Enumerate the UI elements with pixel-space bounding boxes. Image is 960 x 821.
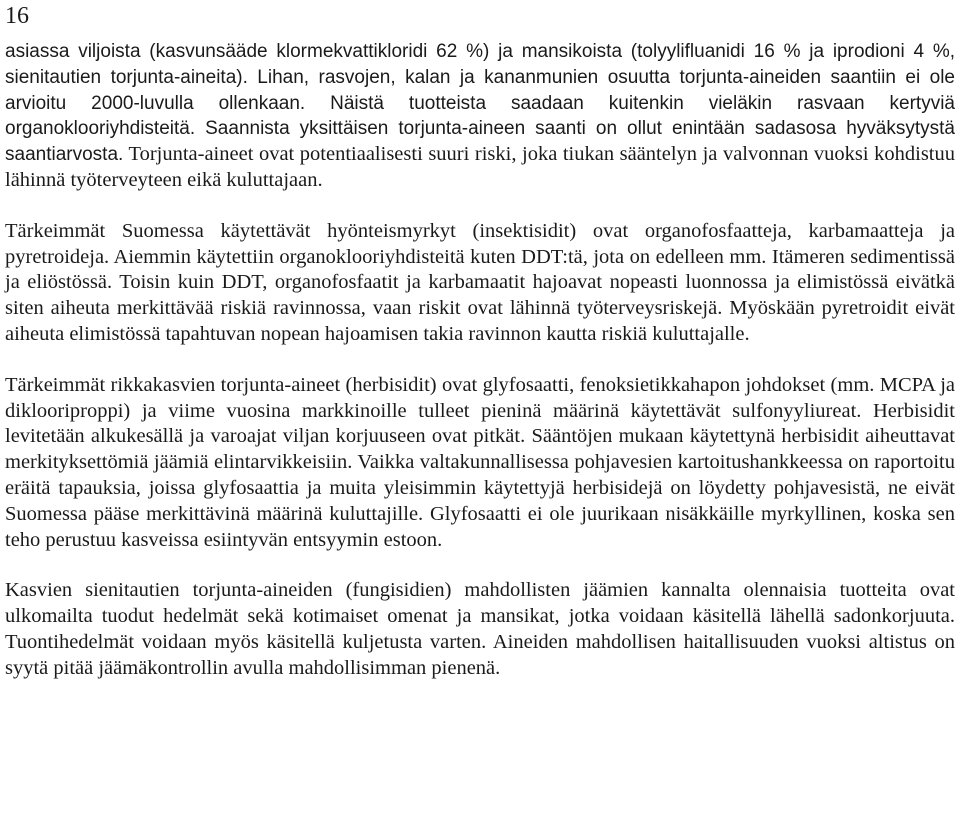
paragraph-gap <box>5 553 955 578</box>
paragraph-gap <box>5 348 955 373</box>
document-body <box>5 39 955 682</box>
paragraph-pesticide-intake <box>5 39 955 194</box>
paragraph-pesticide-intake-serif-run: Torjunta-aineet ovat potentiaalisesti suuri riski, joka tiukan sääntelyn ja valvonnan vuoksi kohdistuu lähinnä työterveyteen eikä kuluttajaan. <box>5 143 955 191</box>
paragraph-pesticide-intake-sans-run: asiassa viljoista (kasvunsääde klormekvattikloridi 62 %) ja mansikoista (tolyylifluanidi 16 % ja iprodioni 4 %, sienitautien torjunta-aineita). Lihan, rasvojen, kalan ja kananmunien osuutta torjunta-aineiden saantiin ei ole arvioitu 2000-luvulla ollenkaan. Näistä tuotteista saadaan kuitenkin vieläkin rasvaan kertyviä organoklooriyhdisteitä. Saannista yksittäisen torjunta-aineen saanti on ollut enintään sadasosa hyväksytystä saantiarvosta. <box>5 41 955 166</box>
paragraph-insecticides: Tärkeimmät Suomessa käytettävät hyönteismyrkyt (insektisidit) ovat organofosfaatteja, karbamaatteja ja pyretroideja. Aiemmin käytettiin organoklooriyhdisteitä kuten DDT:tä, jota on edelleen mm. Itämeren sedimentissä ja eliöstössä. Toisin kuin DDT, organofosfaatit ja karbamaatit hajoavat nopeasti luonnossa ja elimistössä eivätkä siten aiheuta merkittävää riskiä ravinnossa, vaan riskit ovat lähinnä työterveysriskejä. Myöskään pyretroidit eivät aiheuta elimistössä tapahtuvan nopean hajoamisen takia ravinnon kautta riskiä kuluttajalle. <box>5 219 955 345</box>
paragraph-fungicides: Kasvien sienitautien torjunta-aineiden (fungisidien) mahdollisten jäämien kannalta olennaisia tuotteita ovat ulkomailta tuodut hedelmät sekä kotimaiset omenat ja mansikat, jotka voidaan käsitellä lähellä sadonkorjuuta. Tuontihedelmät voidaan myös käsitellä kuljetusta varten. Aineiden mahdollisen haitallisuuden vuoksi altistus on syytä pitää jäämäkontrollin avulla mahdollisimman pienenä. <box>5 579 955 679</box>
paragraph-gap <box>5 194 955 219</box>
paragraph-herbicides: Tärkeimmät rikkakasvien torjunta-aineet (herbisidit) ovat glyfosaatti, fenoksietikkahapon johdokset (mm. MCPA ja diklooriproppi) ja viime vuosina markkinoille tulleet pieninä määrinä käytettävät sulfonyyliureat. Herbisidit levitetään alkukesällä ja varoajat viljan korjuuseen ovat pitkät. Sääntöjen mukaan käytettynä herbisidit aiheuttavat merkityksettömiä jäämiä elintarvikkeisiin. Vaikka valtakunnallisessa pohjavesien kartoitushankkeessa on raportoitu eräitä tapauksia, joissa glyfosaattia ja muita yleisimmin käytettyjä herbisidejä on löydetty pohjavesistä, ne eivät Suomessa pääse merkittävinä määrinä kuluttajille. Glyfosaatti ei ole juurikaan nisäkkäille myrkyllinen, koska sen teho perustuu kasveissa esiintyvän entsyymin estoon. <box>5 373 955 551</box>
page-number: 16 <box>5 3 29 29</box>
